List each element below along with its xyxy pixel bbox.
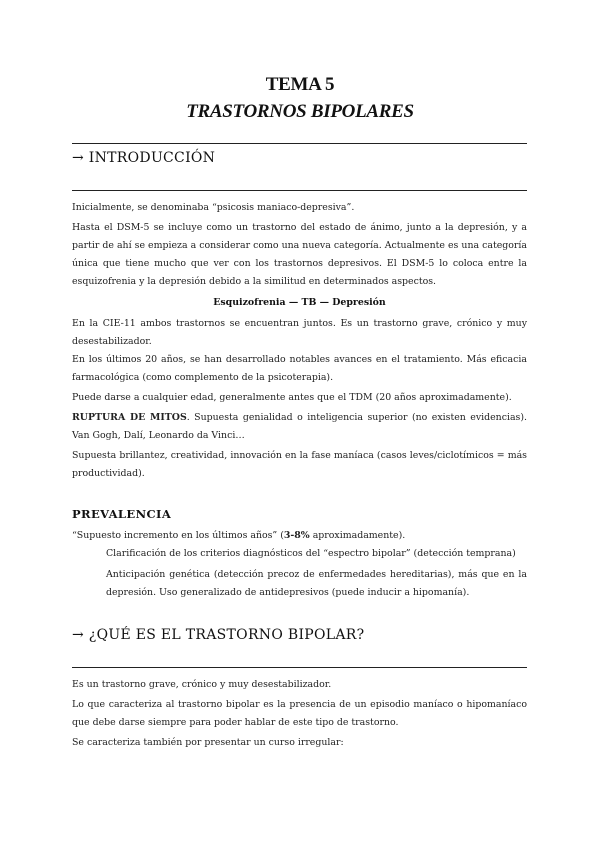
paragraph: En la CIE-11 ambos trastornos se encuentran juntos. Es un trastorno grave, crónico y muy desestabilizador. (72, 318, 527, 347)
section-heading-prevalencia: PREVALENCIA (72, 507, 172, 521)
document-subtitle: TRASTORNOS BIPOLARES (186, 101, 414, 122)
paragraph: Se caracteriza también por presentar un curso irregular: (72, 737, 344, 748)
prevalence-value: 3-8% (283, 530, 310, 541)
list-item: Clarificación de los criterios diagnósticos del “espectro bipolar” (detección temprana) (106, 548, 516, 559)
list-item: Anticipación genética (detección precoz de enfermedades hereditarias), más que en la depresión. Uso generalizado de antidepresivos (puede inducir a hipomanía). (106, 569, 527, 598)
paragraph-myths (72, 409, 527, 445)
paragraph: En los últimos 20 años, se han desarrollado notables avances en el tratamiento. Más eficacia farmacológica (como complemento de la psicoterapia). (72, 354, 527, 383)
myths-text: . Supuesta genialidad o inteligencia superior (no existen evidencias). Van Gogh, Dalí, Leonardo da Vinci… (72, 412, 527, 441)
spectrum-line: Esquizofrenia — TB — Depresión (213, 297, 386, 308)
section-heading-que-es: → ¿QUÉ ES EL TRASTORNO BIPOLAR? (72, 627, 365, 643)
section-heading-introduccion: → INTRODUCCIÓN (72, 150, 216, 166)
paragraph-prevalence (72, 527, 527, 545)
prevalence-text: “Supuesto incremento en los últimos años” ( (72, 530, 284, 541)
paragraph: Hasta el DSM-5 se incluye como un trastorno del estado de ánimo, junto a la depresión, y a partir de ahí se empieza a considerar como una nueva categoría. Actualmente es una categoría única que tiene mucho que ver con los trastornos depresivos. El DSM-5 lo coloca entre la esquizofrenia y la depresión debido a la similitud en determinados aspectos. (72, 222, 527, 287)
paragraph: Inicialmente, se denominaba “psicosis maniaco-depresiva”. (72, 202, 355, 213)
paragraph: Es un trastorno grave, crónico y muy desestabilizador. (72, 679, 332, 690)
paragraph: Lo que caracteriza al trastorno bipolar es la presencia de un episodio maníaco o hipomaníaco que debe darse siempre para poder hablar de este tipo de trastorno. (72, 699, 527, 728)
divider (72, 143, 527, 144)
paragraph: Puede darse a cualquier edad, generalmente antes que el TDM (20 años aproximadamente). (72, 392, 512, 403)
divider (72, 190, 527, 191)
divider (72, 667, 527, 668)
myths-label: RUPTURA DE MITOS (72, 412, 187, 423)
document-title: TEMA 5 (265, 74, 335, 95)
paragraph: Supuesta brillantez, creatividad, innovación en la fase maníaca (casos leves/ciclotímicos = más productividad). (72, 450, 527, 479)
prevalence-text-end: aproximadamente). (309, 530, 406, 541)
